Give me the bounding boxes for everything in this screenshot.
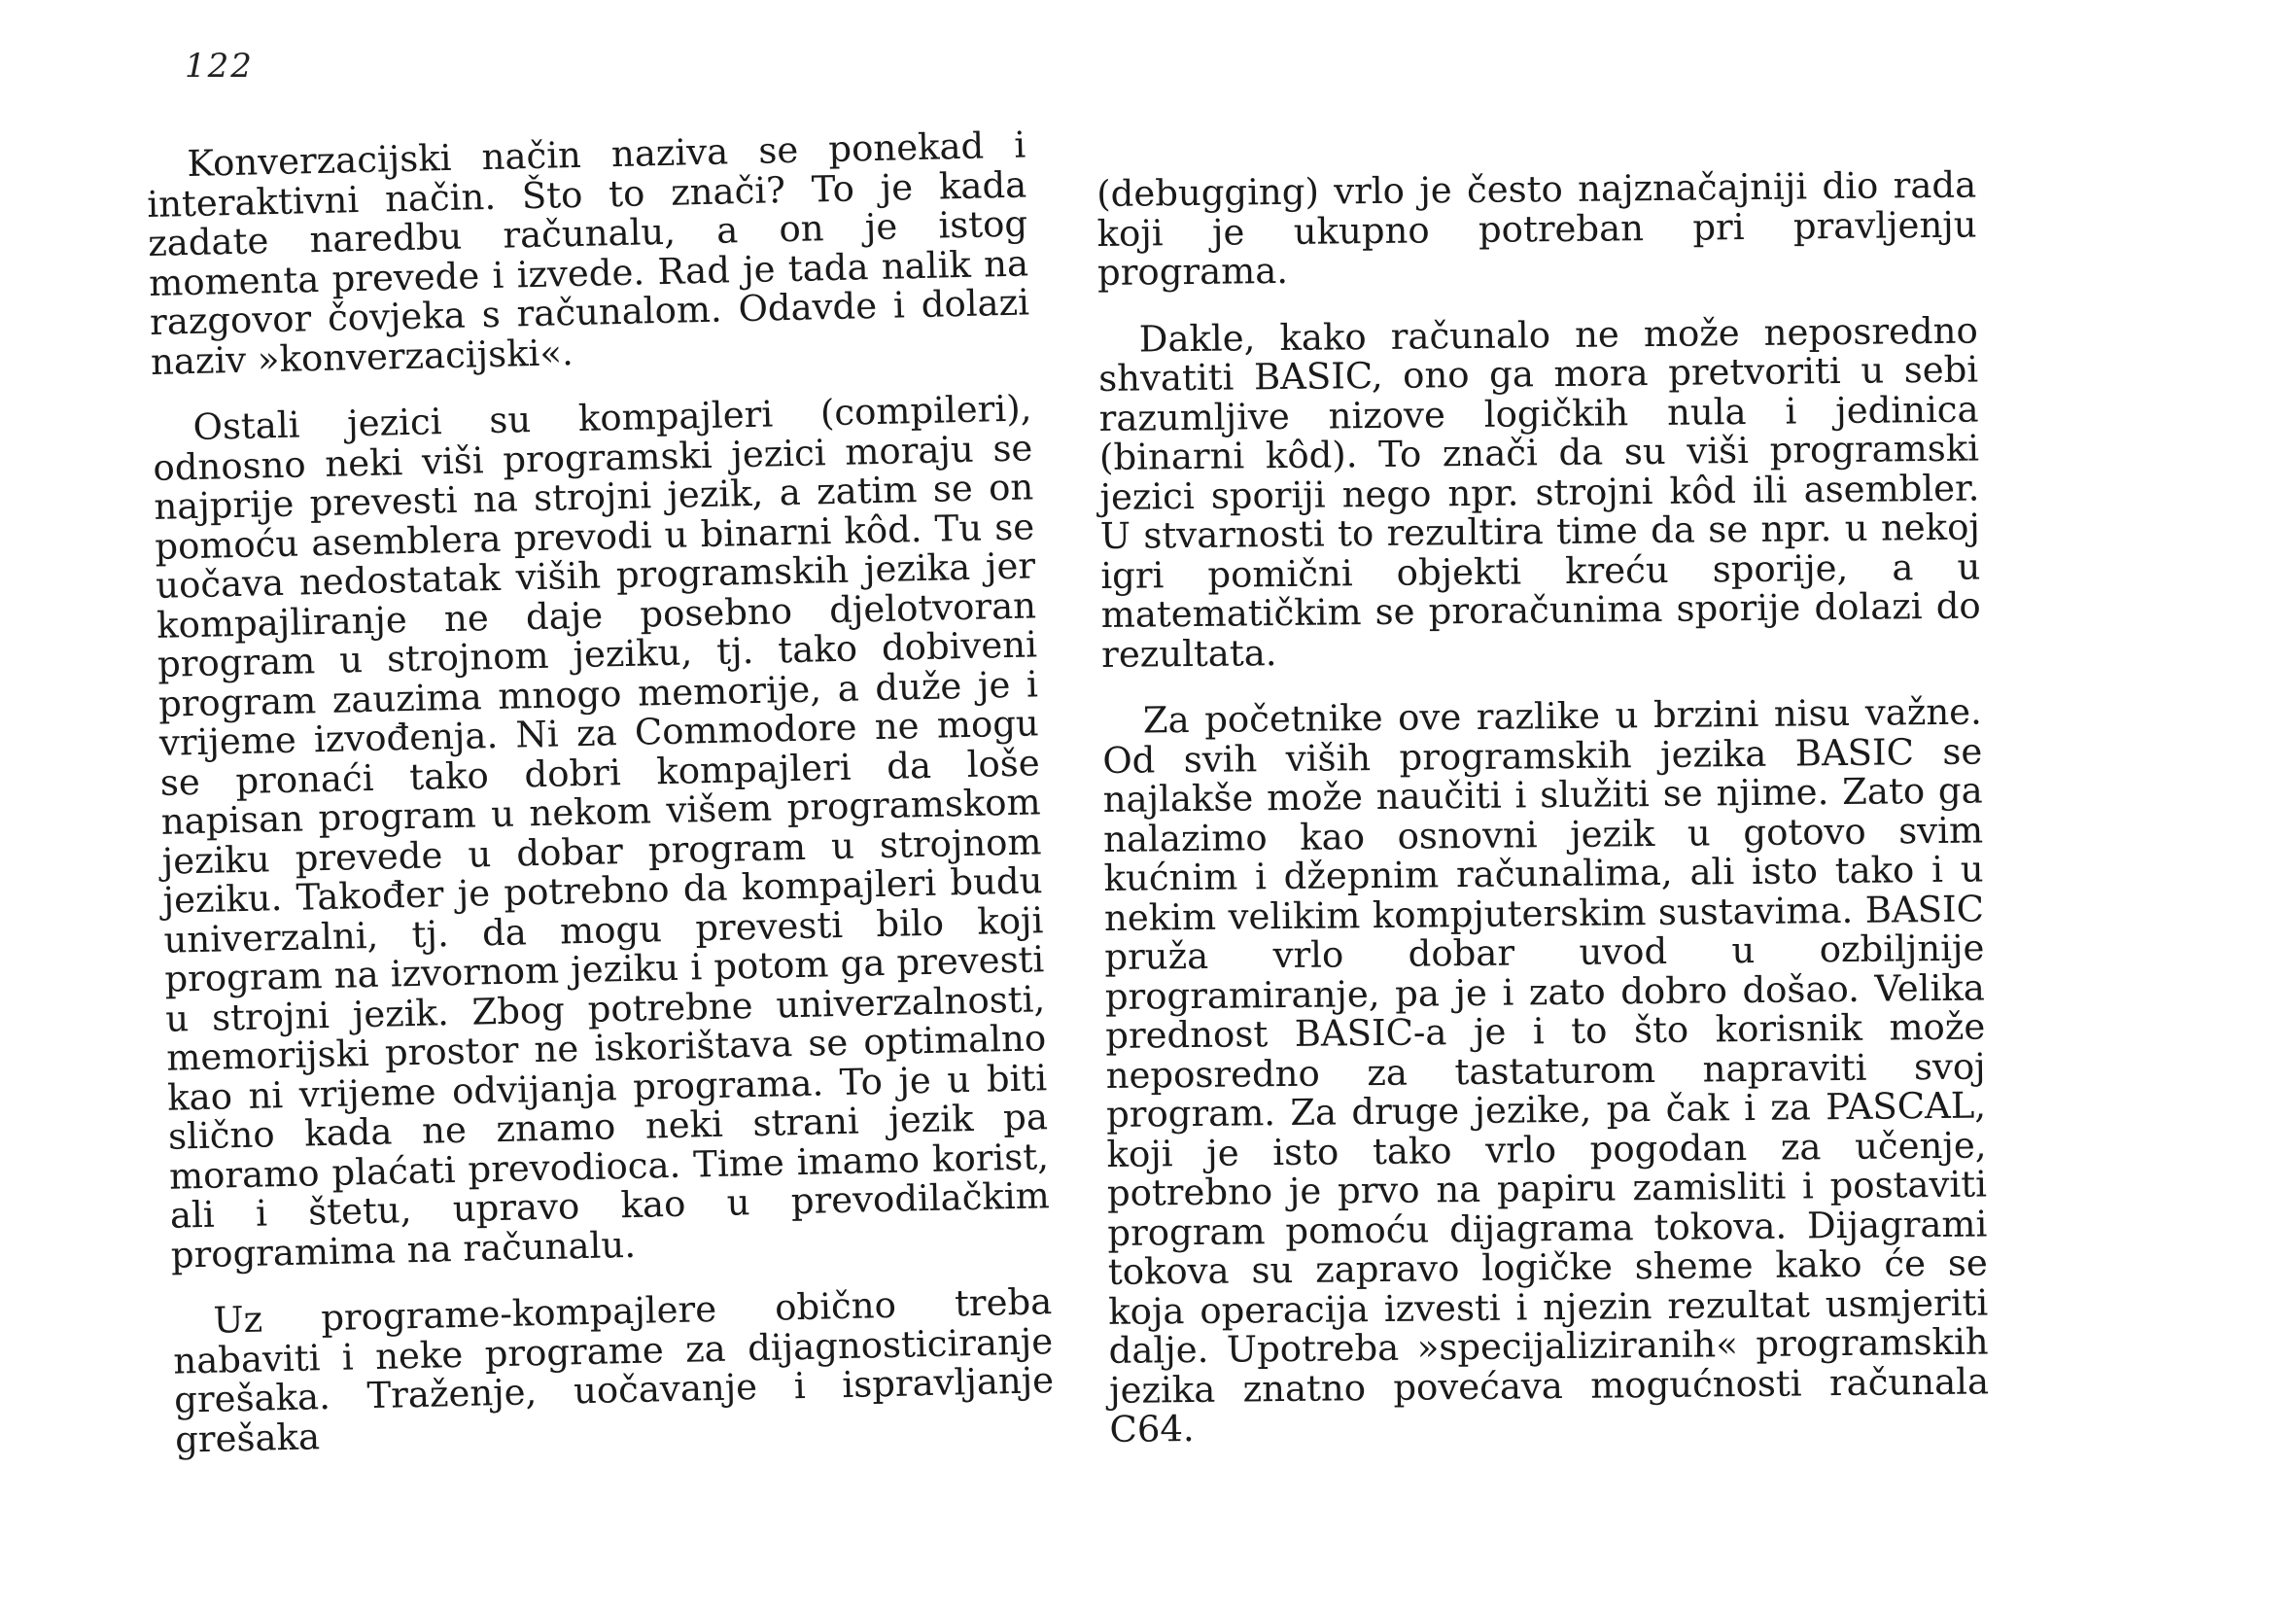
paragraph: (debugging) vrlo je često najznačajniji dio rada koji je ukupno potreban pri pravljenju programa. <box>1096 163 1977 294</box>
left-column <box>146 125 1056 1486</box>
paragraph: Konverzacijski način naziva se ponekad i interaktivni način. Što to znači? To je kada zadate naredbu računalu, a on je istog momenta prevede i izvede. Rad je tada nalik na razgovor čovjeka s računalom. Odavde i dolazi naziv »konverzacijski«. <box>146 123 1030 383</box>
page-number: 122 <box>185 47 254 86</box>
paragraph: Ostali jezici su kompajleri (compileri), odnosno neki viši programski jezici moraju se najprije prevesti na strojni jezik, a zatim se on pomoću asemblera prevodi u binarni kôd. Tu se uočava nedostatak viših programskih jezika jer kompajliranje ne daje posebno djelotvoran program u strojnom jeziku, tj. tako dobiveni program zauzima mnogo memorije, a duže je i vrijeme izvođenja. Ni za Commodore ne mogu se pronaći tako dobri kompajleri da loše napisan program u nekom višem programskom jeziku prevede u dobar program u strojnom jeziku. Također je potrebno da kompajleri budu univerzalni, tj. da mogu prevesti bilo koji program na izvornom jeziku i potom ga prevesti u strojni jezik. Zbog potrebne univerzalnosti, memorijski prostor ne iskorištava se optimalno kao ni vrijeme odvijanja programa. To je u biti slično kada ne znamo neki strani jezik pa moramo plaćati prevodioca. Time imamo korist, ali i štetu, upravo kao u prevodilačkim programima na računalu. <box>153 387 1051 1276</box>
paragraph: Za početnike ove razlike u brzini nisu važne. Od svih viših programskih jezika BASIC se najlakše može naučiti i služiti se njime. Zato ga nalazimo kao osnovni jezik u gotovo svim kućnim i džepnim računalima, ali isto tako i u nekim velikim kompjuterskim sustavima. BASIC pruža vrlo dobar uvod u ozbiljnije programiranje, pa je i zato dobro došao. Velika prednost BASIC-a je i to što korisnik može neposredno za tastaturom napraviti svoj program. Za druge jezike, pa čak i za PASCAL, koji je isto tako vrlo pogodan za učenje, potrebno je prvo na papiru zamisliti i postaviti program pomoću dijagrama tokova. Dijagrami tokova su zapravo logičke sheme kako će se koja operacija izvesti i njezin rezultat usmjeriti dalje. Upotreba »specijaliziranih« programskih jezika znatno povećava mogućnosti računala C64. <box>1102 690 1990 1451</box>
paragraph: Dakle, kako računalo ne može neposredno shvatiti BASIC, ono ga mora pretvoriti u sebi razumljive nizove logičkih nula i jedinica (binarni kôd). To znači da su viši programski jezici sporiji nego npr. strojni kôd ili asembler. U stvarnosti to rezultira time da se npr. u nekoj igri pomični objekti kreću sporije, a u matematičkim se proračunima sporije dolazi do rezultata. <box>1097 309 1981 676</box>
right-column <box>1096 163 1990 1478</box>
paragraph: Uz programe-kompajlere obično treba nabaviti i neke programe za dijagnosticiranje grešaka. Traženje, uočavanje i ispravljanje grešaka <box>172 1280 1055 1461</box>
